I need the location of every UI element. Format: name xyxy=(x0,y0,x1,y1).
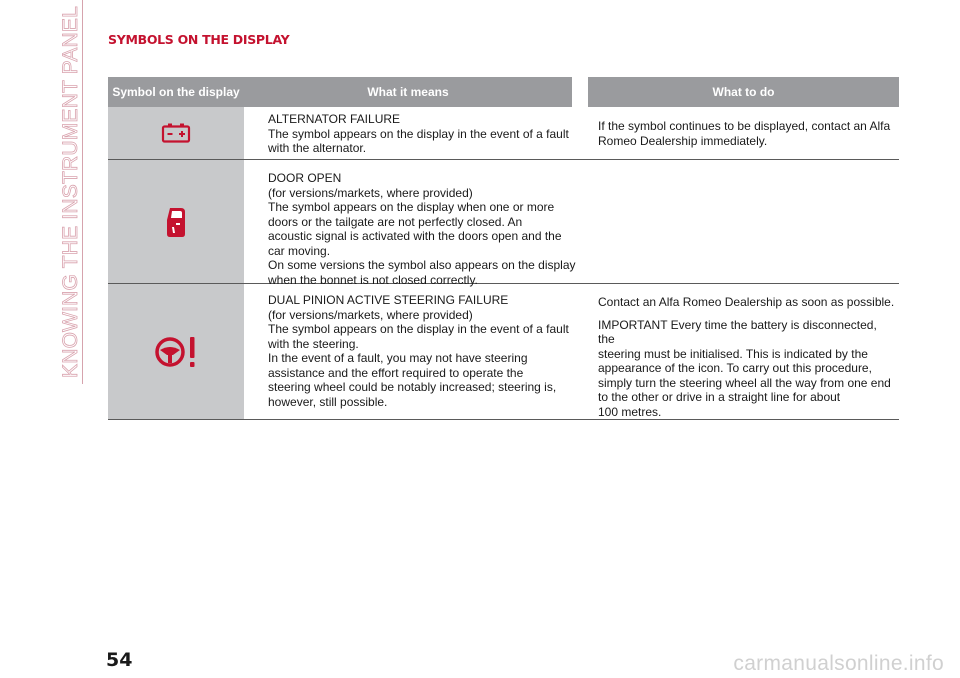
header-gap xyxy=(572,77,588,107)
action-line: steering must be initialised. This is indicated by the xyxy=(598,346,868,361)
action-paragraph: Contact an Alfa Romeo Dealership as soon as possible. xyxy=(598,295,895,309)
battery-icon xyxy=(161,122,191,144)
page-title: SYMBOLS ON THE DISPLAY xyxy=(108,32,290,47)
action-line: IMPORTANT Every time the battery is disconnected, the xyxy=(598,317,877,346)
symbol-cell xyxy=(108,160,244,283)
meaning-line: The symbol appears on the display in the event of a fault xyxy=(268,322,569,336)
meaning-line: doors or the tailgate are not perfectly closed. An xyxy=(268,214,523,229)
symbols-table xyxy=(108,77,899,420)
meaning-line: when the bonnet is not closed correctly. xyxy=(268,272,478,287)
meaning-line: however, still possible. xyxy=(268,394,388,409)
meaning-cell xyxy=(244,107,580,159)
meaning-line: On some versions the symbol also appears on the display xyxy=(268,258,576,272)
action-line: If the symbol continues to be displayed, contact an Alfa xyxy=(598,119,891,133)
action-cell xyxy=(580,107,899,159)
page-number: 54 xyxy=(106,649,133,671)
meaning-line: with the alternator. xyxy=(268,141,367,155)
symbol-cell xyxy=(108,284,244,419)
action-cell xyxy=(580,284,899,419)
action-cell xyxy=(580,160,899,283)
meaning-line: acoustic signal is activated with the doors open and the xyxy=(268,229,562,243)
action-line: simply turn the steering wheel all the way from one end xyxy=(598,375,891,390)
meaning-cell xyxy=(244,160,580,287)
meaning-line: In the event of a fault, you may not have steering xyxy=(268,351,528,365)
side-section-title: KNOWING THE INSTRUMENT PANEL xyxy=(59,6,83,378)
meaning-line: The symbol appears on the display in the event of a fault xyxy=(268,126,569,141)
action-line: Romeo Dealership immediately. xyxy=(598,133,768,148)
watermark: carmanualsonline.info xyxy=(733,652,944,675)
table-row xyxy=(108,107,899,160)
meaning-line: car moving. xyxy=(268,243,331,258)
meaning-cell xyxy=(244,284,580,419)
header-symbol: Symbol on the display xyxy=(112,85,240,99)
action-line: 100 metres. xyxy=(598,404,662,419)
side-divider xyxy=(82,0,83,384)
action-paragraph xyxy=(598,318,895,420)
meaning-line: The symbol appears on the display when one or more xyxy=(268,200,555,214)
meaning-line: assistance and the effort required to operate the xyxy=(268,365,524,380)
table-row xyxy=(108,160,899,287)
meaning-line: ALTERNATOR FAILURE xyxy=(268,112,401,126)
meaning-line: with the steering. xyxy=(268,336,359,351)
door-open-icon xyxy=(164,205,188,239)
meaning-line: DOOR OPEN xyxy=(268,171,342,185)
steering-fault-icon xyxy=(152,334,200,370)
meaning-line: (for versions/markets, where provided) xyxy=(268,307,473,322)
table-header xyxy=(108,77,899,107)
meaning-line: DUAL PINION ACTIVE STEERING FAILURE xyxy=(268,293,509,307)
meaning-line: (for versions/markets, where provided) xyxy=(268,185,473,200)
symbol-cell xyxy=(108,107,244,159)
action-line: appearance of the icon. To carry out this procedure, xyxy=(598,361,872,375)
header-meaning: What it means xyxy=(367,85,449,99)
meaning-line: steering wheel could be notably increased; steering is, xyxy=(268,380,557,394)
table-row xyxy=(108,284,899,420)
header-action: What to do xyxy=(712,85,775,99)
action-line: to the other or drive in a straight line for about xyxy=(598,390,841,404)
